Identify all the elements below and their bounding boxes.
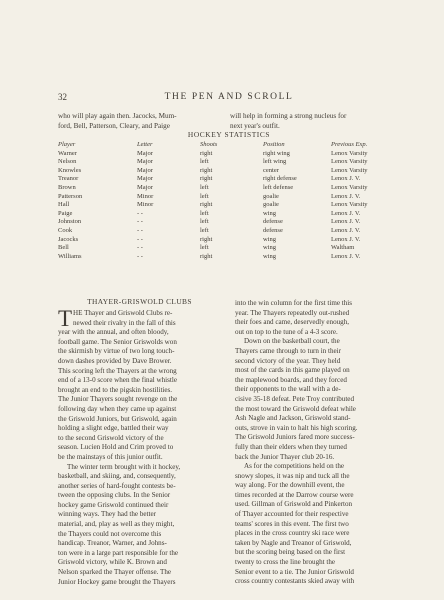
text-line: the skirmish by virtue of two long touch- (58, 347, 175, 356)
text-line: year. The Thayers repeatedly out-rushed (235, 308, 350, 317)
text-line: Nelson sparked the Thayer offense. The (58, 568, 172, 577)
text-line: their opponents to the wall with a de- (235, 385, 341, 394)
text-line: teams' scores in this event. The first two (235, 519, 349, 528)
table-row (58, 236, 400, 245)
article-left-text (58, 306, 221, 587)
table-cell: wing (263, 252, 276, 260)
table-header-row (58, 141, 400, 150)
table-cell: Lenox J. V. (331, 175, 361, 183)
intro-left-column (58, 112, 218, 131)
table-cell: Bell (58, 244, 69, 252)
table-cell: Lenox J. V. (331, 218, 361, 226)
text-line: way along. For the downhill event, the (235, 481, 345, 490)
table-cell: Patterson (58, 192, 83, 200)
text-line: The Junior Thayers sought revenge on the (58, 395, 178, 404)
text-line: HE Thayer and Griswold Clubs re- (73, 309, 173, 317)
table-row (58, 210, 400, 219)
text-line: times recorded at the Darrow course were (235, 490, 354, 499)
table-row (58, 150, 400, 159)
column-header: Player (58, 141, 76, 148)
text-line: Griswold victory, while K. Brown and (58, 558, 167, 567)
text-line: the Griswold Juniors, but Griswold, again (58, 414, 177, 423)
table-cell: Lenox Varsity (331, 201, 368, 209)
text-line: holding a slight edge, battled their way (58, 424, 169, 433)
table-cell: Lenox Varsity (331, 183, 368, 191)
text-line: used. Gillman of Griswold and Pinkerton (235, 500, 353, 509)
table-cell: Lenox Varsity (331, 166, 368, 174)
table-cell: Minor (137, 201, 154, 209)
text-line: The Griswold Juniors fared more success- (235, 433, 355, 442)
table-cell: Major (137, 149, 153, 157)
text-line: Ash Nagle and Jackson, Griswold stand- (235, 414, 351, 423)
table-cell: Knowles (58, 166, 82, 174)
text-line: Thayers came through to turn in their (235, 346, 341, 355)
table-cell: left (200, 226, 209, 234)
table-cell: wing (263, 235, 276, 243)
text-line: back the Junior Thayer club 20-16. (235, 452, 335, 461)
text-line: places in the cross country ski race were (235, 529, 350, 538)
text-line: snowy slopes, it was nip and tuck all the (235, 471, 350, 480)
table-cell: defense (263, 218, 283, 226)
table-cell: right defense (263, 175, 297, 183)
text-line: football game. The Senior Griswolds won (58, 337, 177, 346)
table-cell: goalie (263, 192, 279, 200)
text-line: tween the opposing clubs. In the Senior (58, 491, 171, 500)
table-cell: defense (263, 226, 283, 234)
article-right-text (235, 299, 402, 587)
table-cell: - - (137, 244, 143, 252)
text-line: second victory of the year. They held (235, 356, 341, 365)
table-cell: Major (137, 183, 153, 191)
table-cell: left (200, 244, 209, 252)
text-line: to the second Griswold victory of the (58, 433, 164, 442)
table-cell: wing (263, 209, 276, 217)
article-right-column (235, 299, 402, 587)
text-line: ton were in a large part responsible for the (58, 548, 179, 557)
text-line: year with the annual, and often bloody, (58, 328, 169, 337)
table-cell: left (200, 209, 209, 217)
text-line: the maplewood boards, and they forced (235, 375, 347, 384)
text-line: cross country contestants skied away with (235, 577, 355, 586)
text-line: end of a 13-0 score when the final whistle (58, 376, 177, 385)
text-line: but the scoring being based on the first (235, 548, 346, 557)
text-line: Junior Hockey game brought the Thayers (58, 577, 176, 586)
table-cell: Lenox J. V. (331, 226, 361, 234)
table-row (58, 158, 400, 167)
table-cell: right (200, 175, 213, 183)
table-cell: Warner (58, 149, 77, 157)
table-cell: left (200, 218, 209, 226)
text-line: brought an end to the pigskin hostilities. (58, 385, 173, 394)
table-cell: Nelson (58, 158, 77, 166)
table-row (58, 218, 400, 227)
table-cell: Lenox J. V. (331, 192, 361, 200)
intro-right-column (230, 112, 400, 131)
table-cell: Treanor (58, 175, 79, 183)
table-cell: Williams (58, 252, 82, 260)
table-row (58, 167, 400, 176)
text-line: of Thayer accounted for their respective (235, 510, 349, 519)
text-line: material, and, play as well as they might, (58, 520, 175, 529)
table-cell: Lenox Varsity (331, 149, 368, 157)
text-line: who will play again then. Jacocks, Mum- (58, 112, 177, 120)
hockey-stats-title: HOCKEY STATISTICS (187, 130, 271, 139)
page-header (58, 92, 400, 104)
text-line: hockey game Griswold continued their (58, 500, 169, 509)
text-line: taken by Nagle and Treanor of Griswold, (235, 538, 352, 547)
table-cell: right wing (263, 149, 290, 157)
table-cell: right (200, 252, 213, 260)
table-cell: - - (137, 226, 143, 234)
text-line: season. Lucien Hold and Crim proved to (58, 443, 174, 452)
text-line: will help in forming a strong nucleus for (230, 112, 347, 120)
table-cell: - - (137, 218, 143, 226)
running-title: THE PEN AND SCROLL (164, 92, 294, 102)
drop-cap: T (58, 306, 73, 331)
table-cell: Johnston (58, 218, 82, 226)
text-line: down dashes provided by Dave Brower. (58, 356, 172, 365)
column-header: Letter (137, 141, 153, 148)
text-line: handicap. Treanor, Warner, and Johns- (58, 539, 167, 548)
text-line: cisive 35-18 defeat. Pete Troy contributed (235, 394, 354, 403)
text-line: be the mainstays of this junior outfit. (58, 452, 163, 461)
table-cell: Major (137, 158, 153, 166)
page-number: 32 (58, 92, 67, 102)
article-left-column (58, 297, 221, 587)
table-cell: center (263, 166, 279, 174)
table-cell: Lenox J. V. (331, 209, 361, 217)
text-line: another series of hard-fought contests be- (58, 481, 176, 490)
table-cell: Waltham (331, 244, 355, 252)
column-header: Shoots (200, 141, 218, 148)
table-cell: left (200, 183, 209, 191)
text-line: This scoring left the Thayers at the wrong (58, 366, 177, 375)
text-line: following day when they came up against (58, 404, 177, 413)
text-line: fully than their elders when they turned (235, 442, 347, 451)
table-row (58, 227, 400, 236)
table-cell: Lenox Varsity (331, 158, 368, 166)
text-line: into the win column for the first time this (235, 299, 353, 307)
text-line: their foes and came, deservedly enough, (235, 318, 350, 327)
table-cell: left (200, 192, 209, 200)
text-line: the most toward the Griswold defeat while (235, 404, 356, 413)
text-line: out on top to the tune of a 4-3 score. (235, 327, 338, 336)
table-row (58, 253, 400, 262)
text-line: next year's outfit. (230, 121, 280, 130)
table-row (58, 184, 400, 193)
table-cell: Hall (58, 201, 70, 209)
table-cell: Cook (58, 226, 73, 234)
table-cell: left defense (263, 183, 294, 191)
table-cell: Major (137, 175, 153, 183)
table-cell: - - (137, 252, 143, 260)
text-line: most of the cards in this game played on (235, 366, 350, 375)
text-line: twenty to cross the line brought the (235, 558, 336, 567)
text-line: As for the competitions held on the (244, 462, 345, 471)
table-cell: Paige (58, 209, 73, 217)
table-cell: Major (137, 166, 153, 174)
column-header: Previous Exp. (331, 141, 368, 148)
text-line: the Thayers could not overcome this (58, 529, 162, 538)
text-line: winning ways. They had the better (58, 510, 156, 519)
text-line: Senior event to a tie. The Junior Griswold (235, 567, 354, 576)
table-cell: Brown (58, 183, 76, 191)
table-cell: right (200, 149, 213, 157)
table-row (58, 201, 400, 210)
table-cell: right (200, 166, 213, 174)
table-cell: left (200, 158, 209, 166)
table-cell: Minor (137, 192, 154, 200)
table-cell: Jacocks (58, 235, 79, 243)
table-row (58, 175, 400, 184)
text-line: ford, Bell, Patterson, Cleary, and Paige (58, 121, 170, 130)
table-cell: Lenox J. V. (331, 252, 361, 260)
section-title: THAYER-GRISWOLD CLUBS (87, 297, 192, 306)
table-row (58, 193, 400, 202)
column-header: Position (263, 141, 285, 148)
table-cell: - - (137, 235, 143, 243)
table-cell: wing (263, 244, 276, 252)
hockey-stats-table (58, 141, 400, 261)
table-cell: Lenox J. V. (331, 235, 361, 243)
table-row (58, 244, 400, 253)
table-cell: goalie (263, 201, 279, 209)
text-line: The winter term brought with it hockey, (67, 462, 181, 471)
table-cell: right (200, 235, 213, 243)
text-line: basketball, and skiing, and, consequently, (58, 472, 176, 481)
first-lines (58, 306, 221, 331)
table-cell: left wing (263, 158, 287, 166)
text-line: outs, strove in vain to halt his high scoring. (235, 423, 358, 432)
text-line: newed their rivalry in the fall of this (73, 318, 176, 327)
table-cell: - - (137, 209, 143, 217)
text-line: Down on the basketball court, the (244, 337, 340, 346)
table-cell: right (200, 201, 213, 209)
